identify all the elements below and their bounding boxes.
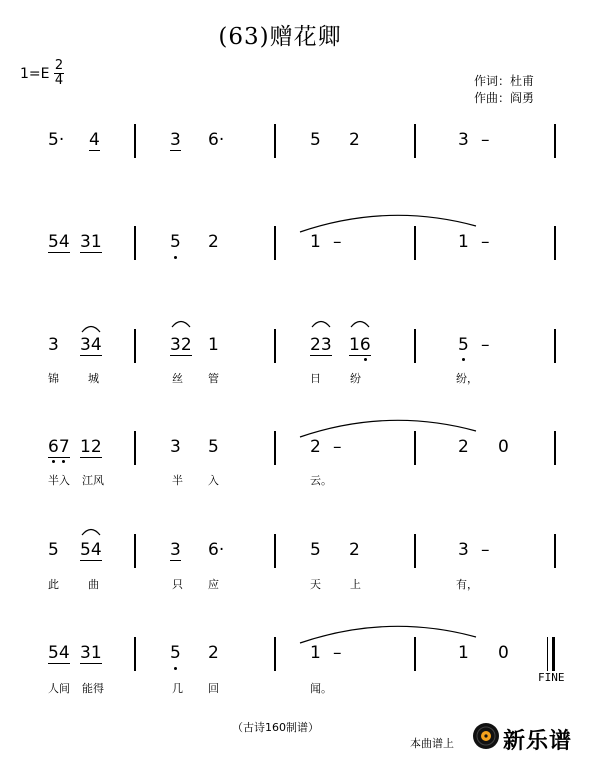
low-octave-dot (52, 460, 55, 463)
lyric: 回 (208, 682, 219, 695)
upload-label: 本曲谱上 (410, 737, 454, 750)
note: 12 (80, 437, 102, 457)
underline (48, 663, 70, 664)
note: 4 (89, 130, 100, 150)
lyric: 管 (208, 372, 219, 385)
dash: – (481, 335, 490, 355)
slur-arc (349, 318, 371, 328)
note: 54 (80, 540, 102, 560)
lyricist-credit: 作词：杜甫 (474, 74, 535, 88)
bar-line (554, 124, 556, 158)
note: 16 (349, 335, 371, 355)
lyric: 入 (208, 474, 219, 487)
underline (80, 663, 102, 664)
lyric: 人间 (48, 682, 70, 695)
dash: – (333, 437, 342, 457)
final-bar-thick (552, 637, 555, 671)
dash: – (333, 232, 342, 252)
note: 2 (208, 232, 219, 252)
tie-arc (298, 208, 480, 234)
underline (48, 457, 70, 458)
key-signature: 1=E (20, 66, 50, 82)
underline (349, 355, 371, 356)
note: 2 (458, 437, 469, 457)
lyric: 江风 (82, 474, 104, 487)
lyric: 此 (48, 578, 59, 591)
note: 3 (170, 130, 181, 150)
low-octave-dot (462, 358, 465, 361)
time-signature-bottom: 4 (54, 73, 64, 88)
note: 0 (498, 437, 509, 457)
lyric: 丝 (172, 372, 183, 385)
tie-arc (298, 619, 480, 645)
lyric: 城 (88, 372, 99, 385)
vinyl-record-icon (472, 722, 500, 750)
note: 1 (208, 335, 219, 355)
lyric: 天 (310, 578, 321, 591)
note: 2 (310, 437, 321, 457)
tie-arc (298, 413, 480, 439)
fine-marking: FINE (538, 671, 565, 684)
dash: – (481, 540, 490, 560)
underline (80, 252, 102, 253)
note: 5 (208, 437, 219, 457)
lyric: 半入 (48, 474, 70, 487)
dash: – (333, 643, 342, 663)
lyric: 纷 (350, 372, 361, 385)
note: 5· (48, 130, 65, 150)
underline (89, 150, 100, 151)
low-octave-dot (62, 460, 65, 463)
underline (310, 355, 332, 356)
note: 23 (310, 335, 332, 355)
bar-line (274, 226, 276, 260)
note: 3 (458, 130, 469, 150)
lyric: 锦 (48, 372, 59, 385)
bar-line (414, 534, 416, 568)
note: 3 (458, 540, 469, 560)
bar-line (274, 124, 276, 158)
note: 1 (458, 232, 469, 252)
bar-line (134, 431, 136, 465)
bar-line (274, 534, 276, 568)
underline (80, 355, 102, 356)
note: 2 (349, 540, 360, 560)
composer-credit: 作曲：阎勇 (474, 91, 535, 105)
bar-line (554, 534, 556, 568)
bar-line (414, 226, 416, 260)
note: 31 (80, 232, 102, 252)
note: 6· (208, 540, 225, 560)
note: 1 (310, 643, 321, 663)
note: 3 (48, 335, 59, 355)
note: 5 (48, 540, 59, 560)
lyric: 能得 (82, 682, 104, 695)
lyric: 纷， (456, 372, 478, 385)
note: 32 (170, 335, 192, 355)
note: 0 (498, 643, 509, 663)
site-logo-text: 新乐谱 (503, 729, 573, 754)
lyric: 只 (172, 578, 183, 591)
note: 31 (80, 643, 102, 663)
bar-line (134, 226, 136, 260)
underline (48, 252, 70, 253)
note: 67 (48, 437, 70, 457)
lyric: 有， (456, 578, 478, 591)
lyric: 半 (172, 474, 183, 487)
underline (80, 560, 102, 561)
note: 54 (48, 232, 70, 252)
final-bar-thin (547, 637, 548, 671)
note: 5 (458, 335, 469, 355)
note: 6· (208, 130, 225, 150)
note: 5 (310, 130, 321, 150)
note: 2 (349, 130, 360, 150)
bar-line (274, 431, 276, 465)
bar-line (134, 534, 136, 568)
bar-line (414, 637, 416, 671)
underline (170, 355, 192, 356)
slur-arc (80, 526, 102, 536)
bar-line (134, 329, 136, 363)
dash: – (481, 232, 490, 252)
underline (170, 150, 181, 151)
slur-arc (80, 323, 102, 333)
note: 3 (170, 437, 181, 457)
lyric: 几 (172, 682, 183, 695)
note: 54 (48, 643, 70, 663)
bar-line (554, 329, 556, 363)
low-octave-dot (174, 667, 177, 670)
note: 1 (310, 232, 321, 252)
time-signature (54, 59, 64, 88)
bar-line (134, 124, 136, 158)
dash: – (481, 130, 490, 150)
lyric: 上 (350, 578, 361, 591)
bar-line (554, 226, 556, 260)
note: 1 (458, 643, 469, 663)
slur-arc (170, 318, 192, 328)
bar-line (274, 637, 276, 671)
lyric: 日 (310, 372, 321, 385)
note: 5 (170, 643, 181, 663)
page-title: (63)赠花卿 (218, 24, 342, 50)
bar-line (414, 329, 416, 363)
lyric: 云。 (310, 474, 332, 487)
underline (170, 560, 181, 561)
bar-line (274, 329, 276, 363)
bar-line (414, 431, 416, 465)
lyric: 闻。 (310, 682, 332, 695)
lyric: 曲 (88, 578, 99, 591)
note: 5 (170, 232, 181, 252)
slur-arc (310, 318, 332, 328)
low-octave-dot (174, 256, 177, 259)
note: 5 (310, 540, 321, 560)
underline (80, 457, 102, 458)
source-note: （古诗160制谱） (232, 721, 319, 734)
lyric: 应 (208, 578, 219, 591)
bar-line (554, 431, 556, 465)
low-octave-dot (364, 358, 367, 361)
note: 34 (80, 335, 102, 355)
bar-line (414, 124, 416, 158)
note: 3 (170, 540, 181, 560)
bar-line (134, 637, 136, 671)
note: 2 (208, 643, 219, 663)
time-signature-top: 2 (54, 58, 64, 73)
